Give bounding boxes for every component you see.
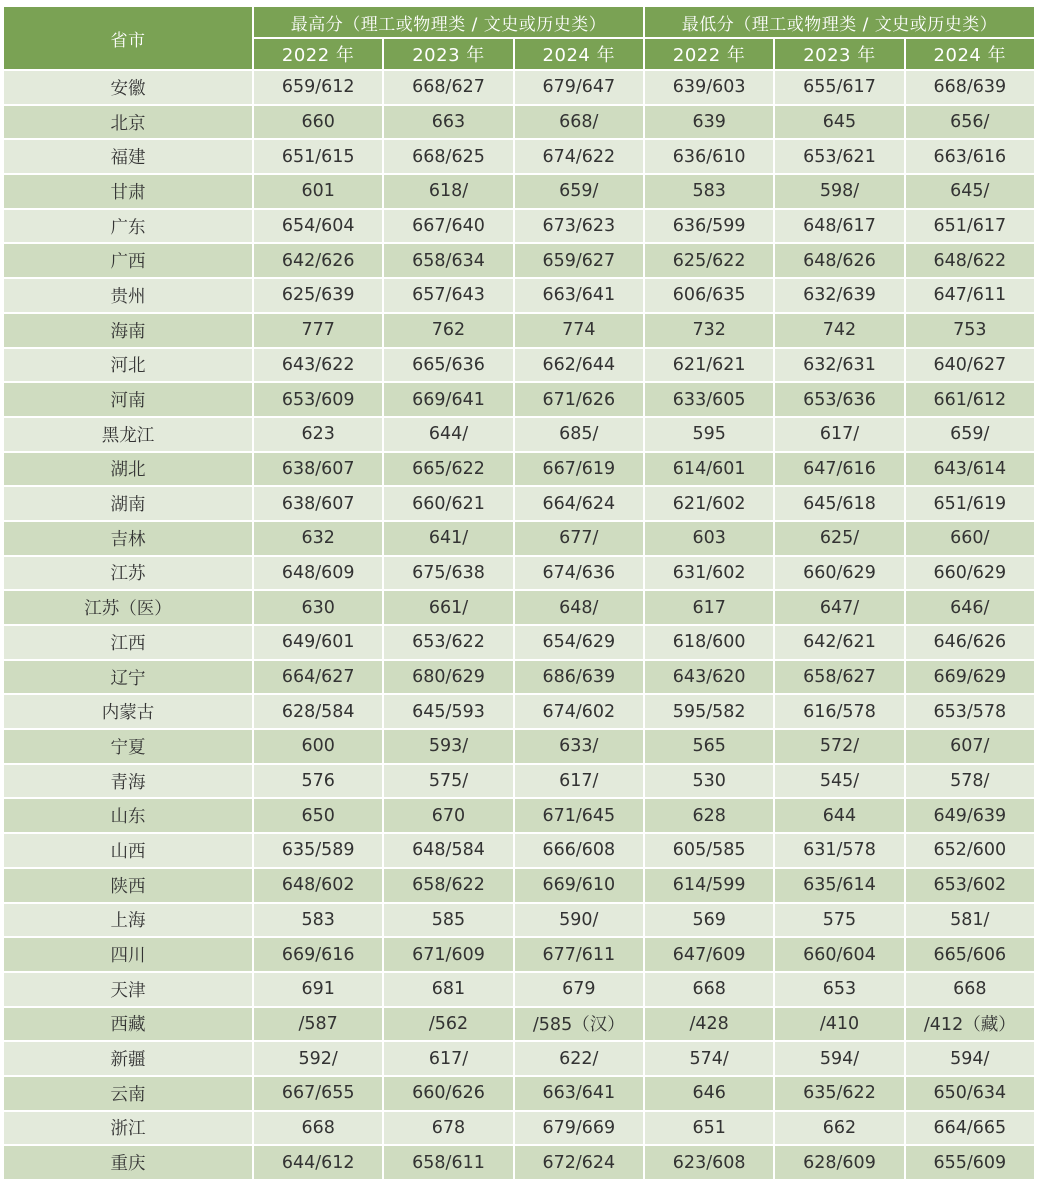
province-cell: 天津 bbox=[4, 973, 252, 1006]
table-row bbox=[4, 1042, 1034, 1075]
min-score-cell: 646 bbox=[645, 1077, 773, 1110]
min-score-cell: 583 bbox=[645, 175, 773, 208]
max-score-cell: 622/ bbox=[515, 1042, 643, 1075]
min-score-cell: 669/629 bbox=[906, 661, 1034, 694]
table-row bbox=[4, 279, 1034, 312]
max-score-cell: 671/645 bbox=[515, 799, 643, 832]
max-score-cell: /587 bbox=[254, 1008, 382, 1041]
max-score-cell: 617/ bbox=[515, 765, 643, 798]
max-score-cell: 679/669 bbox=[515, 1112, 643, 1145]
min-score-cell: 665/606 bbox=[906, 938, 1034, 971]
min-score-cell: 647/616 bbox=[775, 453, 903, 486]
table-header bbox=[4, 7, 1034, 69]
min-score-cell: 628/609 bbox=[775, 1146, 903, 1179]
max-score-cell: 659/612 bbox=[254, 71, 382, 104]
min-score-cell: 646/626 bbox=[906, 626, 1034, 659]
table-row bbox=[4, 175, 1034, 208]
max-score-cell: 663/641 bbox=[515, 279, 643, 312]
max-score-cell: 664/624 bbox=[515, 487, 643, 520]
min-score-cell: 651 bbox=[645, 1112, 773, 1145]
max-score-cell: 644/ bbox=[384, 418, 512, 451]
min-score-cell: 631/602 bbox=[645, 557, 773, 590]
max-score-cell: 660/626 bbox=[384, 1077, 512, 1110]
min-score-cell: 655/617 bbox=[775, 71, 903, 104]
max-score-cell: 668 bbox=[254, 1112, 382, 1145]
table-row bbox=[4, 349, 1034, 382]
min-score-cell: 635/622 bbox=[775, 1077, 903, 1110]
max-score-cell: 633/ bbox=[515, 730, 643, 763]
max-score-cell: 762 bbox=[384, 314, 512, 347]
min-score-cell: 617 bbox=[645, 591, 773, 624]
max-score-cell: 660/621 bbox=[384, 487, 512, 520]
province-cell: 北京 bbox=[4, 106, 252, 139]
min-score-cell: 632/631 bbox=[775, 349, 903, 382]
min-score-cell: 594/ bbox=[775, 1042, 903, 1075]
table-row bbox=[4, 71, 1034, 104]
max-score-cell: /562 bbox=[384, 1008, 512, 1041]
max-score-cell: 658/611 bbox=[384, 1146, 512, 1179]
province-cell: 陕西 bbox=[4, 869, 252, 902]
min-score-cell: 647/611 bbox=[906, 279, 1034, 312]
max-score-cell: 669/616 bbox=[254, 938, 382, 971]
year-header: 2022 年 bbox=[254, 39, 382, 69]
max-score-cell: 665/636 bbox=[384, 349, 512, 382]
min-score-cell: 635/614 bbox=[775, 869, 903, 902]
year-header: 2023 年 bbox=[384, 39, 512, 69]
max-score-cell: 680/629 bbox=[384, 661, 512, 694]
table-row bbox=[4, 487, 1034, 520]
min-score-cell: 572/ bbox=[775, 730, 903, 763]
min-score-cell: 662 bbox=[775, 1112, 903, 1145]
min-score-cell: 616/578 bbox=[775, 695, 903, 728]
max-score-cell: 659/627 bbox=[515, 244, 643, 277]
table-row bbox=[4, 418, 1034, 451]
max-score-cell: 678 bbox=[384, 1112, 512, 1145]
province-header: 省市 bbox=[4, 7, 252, 69]
province-cell: 山东 bbox=[4, 799, 252, 832]
max-score-cell: 665/622 bbox=[384, 453, 512, 486]
min-score-cell: 655/609 bbox=[906, 1146, 1034, 1179]
province-cell: 西藏 bbox=[4, 1008, 252, 1041]
province-cell: 黑龙江 bbox=[4, 418, 252, 451]
max-score-cell: 635/589 bbox=[254, 834, 382, 867]
min-score-cell: 595/582 bbox=[645, 695, 773, 728]
max-score-cell: 663 bbox=[384, 106, 512, 139]
province-cell: 湖南 bbox=[4, 487, 252, 520]
max-score-cell: 686/639 bbox=[515, 661, 643, 694]
score-table bbox=[2, 5, 1036, 1181]
max-score-cell: 641/ bbox=[384, 522, 512, 555]
table-row bbox=[4, 244, 1034, 277]
max-score-cell: 668/625 bbox=[384, 140, 512, 173]
province-cell: 吉林 bbox=[4, 522, 252, 555]
max-score-cell: 648/584 bbox=[384, 834, 512, 867]
min-score-cell: 668/639 bbox=[906, 71, 1034, 104]
table-row bbox=[4, 210, 1034, 243]
min-score-cell: 618/600 bbox=[645, 626, 773, 659]
table-row bbox=[4, 522, 1034, 555]
max-score-cell: 590/ bbox=[515, 904, 643, 937]
max-score-cell: 648/602 bbox=[254, 869, 382, 902]
province-cell: 辽宁 bbox=[4, 661, 252, 694]
table-row bbox=[4, 383, 1034, 416]
min-score-cell: 656/ bbox=[906, 106, 1034, 139]
min-score-cell: 653/636 bbox=[775, 383, 903, 416]
min-score-cell: /412（藏） bbox=[906, 1008, 1034, 1041]
min-score-cell: 645/ bbox=[906, 175, 1034, 208]
max-score-cell: 681 bbox=[384, 973, 512, 1006]
table-row bbox=[4, 799, 1034, 832]
min-score-cell: 640/627 bbox=[906, 349, 1034, 382]
max-score-cell: 576 bbox=[254, 765, 382, 798]
min-score-cell: 545/ bbox=[775, 765, 903, 798]
max-score-cell: 667/640 bbox=[384, 210, 512, 243]
max-score-cell: 623 bbox=[254, 418, 382, 451]
min-score-cell: 645/618 bbox=[775, 487, 903, 520]
max-score-cell: 642/626 bbox=[254, 244, 382, 277]
table-row bbox=[4, 140, 1034, 173]
province-cell: 江苏 bbox=[4, 557, 252, 590]
min-score-cell: 653/578 bbox=[906, 695, 1034, 728]
max-score-cell: 674/636 bbox=[515, 557, 643, 590]
min-score-cell: 653 bbox=[775, 973, 903, 1006]
max-score-cell: 672/624 bbox=[515, 1146, 643, 1179]
table-row bbox=[4, 661, 1034, 694]
max-score-cell: 651/615 bbox=[254, 140, 382, 173]
table-row bbox=[4, 626, 1034, 659]
max-score-cell: 658/622 bbox=[384, 869, 512, 902]
max-score-cell: 648/609 bbox=[254, 557, 382, 590]
table-row bbox=[4, 314, 1034, 347]
max-score-cell: 600 bbox=[254, 730, 382, 763]
min-score-cell: 647/ bbox=[775, 591, 903, 624]
table-row bbox=[4, 869, 1034, 902]
table-row bbox=[4, 591, 1034, 624]
max-score-cell: 670 bbox=[384, 799, 512, 832]
table-row bbox=[4, 730, 1034, 763]
table-row bbox=[4, 1008, 1034, 1041]
min-score-cell: 631/578 bbox=[775, 834, 903, 867]
province-cell: 河北 bbox=[4, 349, 252, 382]
table-row bbox=[4, 1077, 1034, 1110]
min-score-cell: 645 bbox=[775, 106, 903, 139]
table-row bbox=[4, 453, 1034, 486]
max-score-cell: 777 bbox=[254, 314, 382, 347]
min-score-cell: 614/599 bbox=[645, 869, 773, 902]
table-row bbox=[4, 1146, 1034, 1179]
min-score-cell: 668 bbox=[906, 973, 1034, 1006]
table-row bbox=[4, 834, 1034, 867]
max-score-cell: 774 bbox=[515, 314, 643, 347]
province-cell: 湖北 bbox=[4, 453, 252, 486]
min-score-cell: 648/622 bbox=[906, 244, 1034, 277]
min-score-cell: 651/617 bbox=[906, 210, 1034, 243]
min-score-cell: 639 bbox=[645, 106, 773, 139]
min-score-cell: 647/609 bbox=[645, 938, 773, 971]
table-row bbox=[4, 695, 1034, 728]
max-score-cell: 677/ bbox=[515, 522, 643, 555]
min-score-cell: 578/ bbox=[906, 765, 1034, 798]
min-score-cell: 603 bbox=[645, 522, 773, 555]
max-score-group-header: 最高分（理工或物理类 / 文史或历史类） bbox=[254, 7, 643, 37]
max-score-cell: 638/607 bbox=[254, 487, 382, 520]
max-score-cell: 618/ bbox=[384, 175, 512, 208]
min-score-cell: 595 bbox=[645, 418, 773, 451]
max-score-cell: 638/607 bbox=[254, 453, 382, 486]
max-score-cell: 575/ bbox=[384, 765, 512, 798]
province-cell: 新疆 bbox=[4, 1042, 252, 1075]
province-cell: 青海 bbox=[4, 765, 252, 798]
max-score-cell: 679/647 bbox=[515, 71, 643, 104]
min-score-cell: 644 bbox=[775, 799, 903, 832]
max-score-cell: 667/655 bbox=[254, 1077, 382, 1110]
max-score-cell: 674/602 bbox=[515, 695, 643, 728]
min-score-cell: 621/621 bbox=[645, 349, 773, 382]
min-score-cell: 574/ bbox=[645, 1042, 773, 1075]
min-score-cell: 643/614 bbox=[906, 453, 1034, 486]
min-score-cell: 660/629 bbox=[906, 557, 1034, 590]
min-score-cell: 565 bbox=[645, 730, 773, 763]
max-score-cell: 658/634 bbox=[384, 244, 512, 277]
max-score-cell: 668/ bbox=[515, 106, 643, 139]
min-score-cell: 658/627 bbox=[775, 661, 903, 694]
min-score-cell: 607/ bbox=[906, 730, 1034, 763]
table-row bbox=[4, 765, 1034, 798]
min-score-cell: 632/639 bbox=[775, 279, 903, 312]
max-score-cell: 691 bbox=[254, 973, 382, 1006]
min-score-cell: 643/620 bbox=[645, 661, 773, 694]
min-score-cell: 575 bbox=[775, 904, 903, 937]
min-score-cell: 569 bbox=[645, 904, 773, 937]
max-score-cell: 601 bbox=[254, 175, 382, 208]
table-row bbox=[4, 557, 1034, 590]
min-score-cell: 652/600 bbox=[906, 834, 1034, 867]
min-score-cell: 642/621 bbox=[775, 626, 903, 659]
table-row bbox=[4, 973, 1034, 1006]
min-score-cell: 623/608 bbox=[645, 1146, 773, 1179]
province-cell: 广东 bbox=[4, 210, 252, 243]
province-cell: 福建 bbox=[4, 140, 252, 173]
min-score-group-header: 最低分（理工或物理类 / 文史或历史类） bbox=[645, 7, 1034, 37]
max-score-cell: 671/609 bbox=[384, 938, 512, 971]
max-score-cell: 653/622 bbox=[384, 626, 512, 659]
min-score-cell: 732 bbox=[645, 314, 773, 347]
min-score-cell: 639/603 bbox=[645, 71, 773, 104]
min-score-cell: 659/ bbox=[906, 418, 1034, 451]
min-score-cell: 661/612 bbox=[906, 383, 1034, 416]
max-score-cell: 666/608 bbox=[515, 834, 643, 867]
min-score-cell: 614/601 bbox=[645, 453, 773, 486]
province-cell: 浙江 bbox=[4, 1112, 252, 1145]
min-score-cell: 649/639 bbox=[906, 799, 1034, 832]
table-row bbox=[4, 106, 1034, 139]
min-score-cell: 636/599 bbox=[645, 210, 773, 243]
max-score-cell: 675/638 bbox=[384, 557, 512, 590]
min-score-cell: 646/ bbox=[906, 591, 1034, 624]
max-score-cell: 644/612 bbox=[254, 1146, 382, 1179]
max-score-cell: 628/584 bbox=[254, 695, 382, 728]
min-score-cell: 594/ bbox=[906, 1042, 1034, 1075]
table-row bbox=[4, 938, 1034, 971]
min-score-cell: /428 bbox=[645, 1008, 773, 1041]
max-score-cell: 660 bbox=[254, 106, 382, 139]
max-score-cell: 659/ bbox=[515, 175, 643, 208]
max-score-cell: /585（汉） bbox=[515, 1008, 643, 1041]
min-score-cell: 668 bbox=[645, 973, 773, 1006]
province-cell: 江西 bbox=[4, 626, 252, 659]
max-score-cell: 650 bbox=[254, 799, 382, 832]
table-body bbox=[4, 71, 1034, 1179]
min-score-cell: 653/621 bbox=[775, 140, 903, 173]
max-score-cell: 593/ bbox=[384, 730, 512, 763]
max-score-cell: 630 bbox=[254, 591, 382, 624]
max-score-cell: 585 bbox=[384, 904, 512, 937]
max-score-cell: 679 bbox=[515, 973, 643, 1006]
max-score-cell: 654/629 bbox=[515, 626, 643, 659]
province-cell: 河南 bbox=[4, 383, 252, 416]
province-cell: 甘肃 bbox=[4, 175, 252, 208]
max-score-cell: 667/619 bbox=[515, 453, 643, 486]
max-score-cell: 653/609 bbox=[254, 383, 382, 416]
max-score-cell: 657/643 bbox=[384, 279, 512, 312]
max-score-cell: 649/601 bbox=[254, 626, 382, 659]
province-cell: 云南 bbox=[4, 1077, 252, 1110]
province-cell: 上海 bbox=[4, 904, 252, 937]
min-score-cell: 606/635 bbox=[645, 279, 773, 312]
min-score-cell: 648/617 bbox=[775, 210, 903, 243]
province-cell: 山西 bbox=[4, 834, 252, 867]
max-score-cell: 662/644 bbox=[515, 349, 643, 382]
min-score-cell: 625/622 bbox=[645, 244, 773, 277]
province-cell: 江苏（医） bbox=[4, 591, 252, 624]
min-score-cell: 621/602 bbox=[645, 487, 773, 520]
table-row bbox=[4, 1112, 1034, 1145]
max-score-cell: 617/ bbox=[384, 1042, 512, 1075]
province-cell: 重庆 bbox=[4, 1146, 252, 1179]
min-score-cell: 653/602 bbox=[906, 869, 1034, 902]
max-score-cell: 677/611 bbox=[515, 938, 643, 971]
max-score-cell: 625/639 bbox=[254, 279, 382, 312]
year-header: 2024 年 bbox=[906, 39, 1034, 69]
min-score-cell: 648/626 bbox=[775, 244, 903, 277]
province-cell: 安徽 bbox=[4, 71, 252, 104]
min-score-cell: 663/616 bbox=[906, 140, 1034, 173]
max-score-cell: 654/604 bbox=[254, 210, 382, 243]
province-cell: 四川 bbox=[4, 938, 252, 971]
max-score-cell: 661/ bbox=[384, 591, 512, 624]
province-cell: 广西 bbox=[4, 244, 252, 277]
province-cell: 宁夏 bbox=[4, 730, 252, 763]
min-score-cell: 660/ bbox=[906, 522, 1034, 555]
min-score-cell: 633/605 bbox=[645, 383, 773, 416]
max-score-cell: 648/ bbox=[515, 591, 643, 624]
min-score-cell: 628 bbox=[645, 799, 773, 832]
max-score-cell: 673/623 bbox=[515, 210, 643, 243]
max-score-cell: 663/641 bbox=[515, 1077, 643, 1110]
min-score-cell: 636/610 bbox=[645, 140, 773, 173]
max-score-cell: 583 bbox=[254, 904, 382, 937]
year-header: 2022 年 bbox=[645, 39, 773, 69]
min-score-cell: 660/629 bbox=[775, 557, 903, 590]
max-score-cell: 643/622 bbox=[254, 349, 382, 382]
min-score-cell: 742 bbox=[775, 314, 903, 347]
min-score-cell: 617/ bbox=[775, 418, 903, 451]
province-cell: 内蒙古 bbox=[4, 695, 252, 728]
min-score-cell: 664/665 bbox=[906, 1112, 1034, 1145]
max-score-cell: 685/ bbox=[515, 418, 643, 451]
max-score-cell: 645/593 bbox=[384, 695, 512, 728]
max-score-cell: 669/641 bbox=[384, 383, 512, 416]
year-header: 2023 年 bbox=[775, 39, 903, 69]
min-score-cell: 650/634 bbox=[906, 1077, 1034, 1110]
max-score-cell: 664/627 bbox=[254, 661, 382, 694]
min-score-cell: 660/604 bbox=[775, 938, 903, 971]
min-score-cell: 530 bbox=[645, 765, 773, 798]
max-score-cell: 632 bbox=[254, 522, 382, 555]
max-score-cell: 671/626 bbox=[515, 383, 643, 416]
table-row bbox=[4, 904, 1034, 937]
min-score-cell: 598/ bbox=[775, 175, 903, 208]
min-score-cell: 605/585 bbox=[645, 834, 773, 867]
min-score-cell: 581/ bbox=[906, 904, 1034, 937]
year-header: 2024 年 bbox=[515, 39, 643, 69]
province-cell: 海南 bbox=[4, 314, 252, 347]
max-score-cell: 668/627 bbox=[384, 71, 512, 104]
min-score-cell: /410 bbox=[775, 1008, 903, 1041]
max-score-cell: 674/622 bbox=[515, 140, 643, 173]
min-score-cell: 625/ bbox=[775, 522, 903, 555]
province-cell: 贵州 bbox=[4, 279, 252, 312]
max-score-cell: 669/610 bbox=[515, 869, 643, 902]
max-score-cell: 592/ bbox=[254, 1042, 382, 1075]
min-score-cell: 753 bbox=[906, 314, 1034, 347]
min-score-cell: 651/619 bbox=[906, 487, 1034, 520]
